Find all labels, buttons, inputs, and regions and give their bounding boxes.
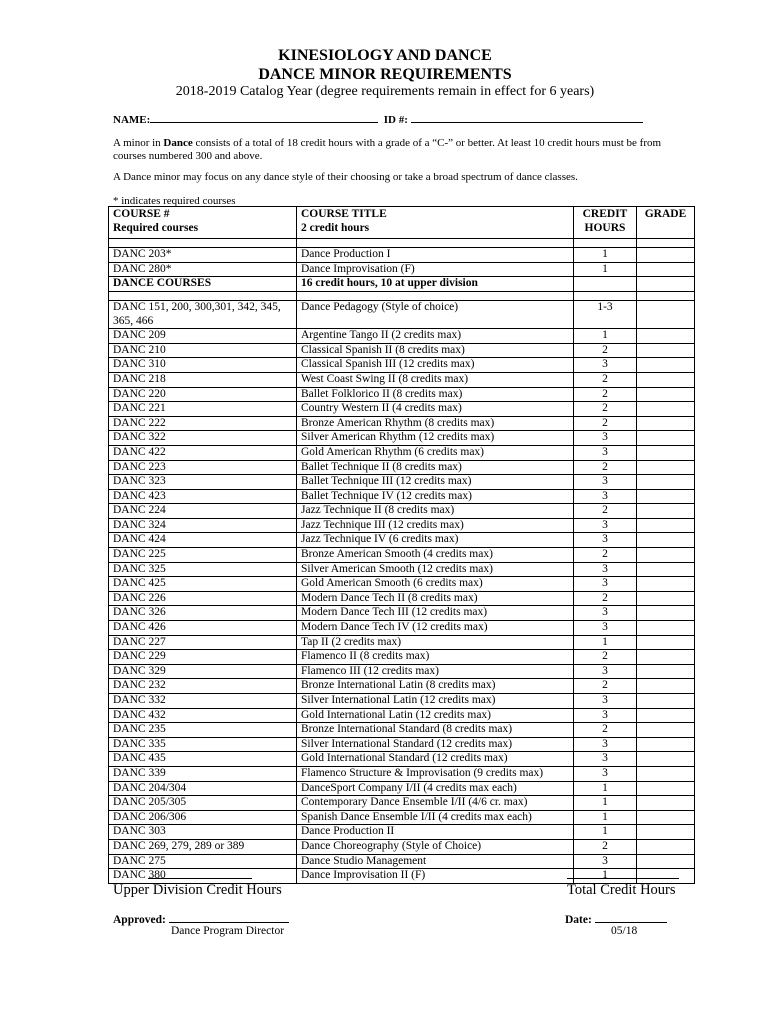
total-credit-blank[interactable] — [567, 878, 679, 879]
course-number: DANC 303 — [109, 825, 297, 840]
id-label: ID #: — [383, 114, 408, 126]
empty-cell — [637, 277, 695, 292]
table-row — [109, 329, 695, 344]
course-number: DANC 269, 279, 289 or 389 — [109, 839, 297, 854]
course-number: DANC 203* — [109, 248, 297, 263]
grade-cell[interactable] — [637, 387, 695, 402]
grade-cell[interactable] — [637, 475, 695, 490]
course-title: Classical Spanish III (12 credits max) — [297, 358, 574, 373]
course-number: DANC 435 — [109, 752, 297, 767]
credit-hours: 3 — [574, 766, 637, 781]
course-title: Ballet Technique III (12 credits max) — [297, 475, 574, 490]
date-label: Date: — [565, 914, 592, 926]
course-title: Dance Studio Management — [297, 854, 574, 869]
grade-cell[interactable] — [637, 796, 695, 811]
course-title: Dance Improvisation (F) — [297, 262, 574, 277]
table-row — [109, 650, 695, 665]
credit-hours: 3 — [574, 621, 637, 636]
course-number: DANC 339 — [109, 766, 297, 781]
spacer-cell — [297, 291, 574, 300]
course-title: Ballet Technique IV (12 credits max) — [297, 489, 574, 504]
spacer-cell — [637, 239, 695, 248]
grade-cell[interactable] — [637, 635, 695, 650]
course-title: Argentine Tango II (2 credits max) — [297, 329, 574, 344]
course-number: DANC 423 — [109, 489, 297, 504]
course-title: Dance Pedagogy (Style of choice) — [297, 300, 574, 328]
grade-header: GRADE — [637, 207, 695, 239]
credit-hours: 3 — [574, 737, 637, 752]
spacer-cell — [637, 291, 695, 300]
spacer-cell — [297, 239, 574, 248]
credit-hours: 3 — [574, 533, 637, 548]
dance-courses-row — [109, 277, 695, 292]
course-number: DANC 205/305 — [109, 796, 297, 811]
course-number: DANC 426 — [109, 621, 297, 636]
course-title: Silver American Smooth (12 credits max) — [297, 562, 574, 577]
credit-hours: 3 — [574, 854, 637, 869]
course-title: Gold International Standard (12 credits max) — [297, 752, 574, 767]
credit-hours: 2 — [574, 723, 637, 738]
course-number: DANC 206/306 — [109, 810, 297, 825]
table-row — [109, 854, 695, 869]
spacer-cell — [109, 239, 297, 248]
credit-hours: 3 — [574, 694, 637, 709]
name-field[interactable] — [150, 111, 378, 123]
grade-cell[interactable] — [637, 343, 695, 358]
upper-division-blank[interactable] — [148, 878, 252, 879]
total-credit-label: Total Credit Hours — [567, 882, 676, 898]
grade-cell[interactable] — [637, 262, 695, 277]
course-number: DANC 209 — [109, 329, 297, 344]
table-row — [109, 664, 695, 679]
course-title: Jazz Technique III (12 credits max) — [297, 518, 574, 533]
grade-cell[interactable] — [637, 606, 695, 621]
course-number: DANC 322 — [109, 431, 297, 446]
course-title: Dance Choreography (Style of Choice) — [297, 839, 574, 854]
course-number: DANC 235 — [109, 723, 297, 738]
credit-header: CREDIT HOURS — [574, 207, 637, 239]
credit-hours: 2 — [574, 650, 637, 665]
id-field[interactable] — [411, 111, 643, 123]
course-title: Classical Spanish II (8 credits max) — [297, 343, 574, 358]
course-title: Flamenco III (12 credits max) — [297, 664, 574, 679]
table-row — [109, 766, 695, 781]
credit-hours: 1 — [574, 825, 637, 840]
grade-cell[interactable] — [637, 416, 695, 431]
spacer-cell — [574, 291, 637, 300]
focus-paragraph: A Dance minor may focus on any dance style of their choosing or take a broad spectrum of dance classes. — [113, 171, 578, 183]
course-number: DANC 323 — [109, 475, 297, 490]
grade-cell[interactable] — [637, 489, 695, 504]
course-number: DANC 424 — [109, 533, 297, 548]
credit-hours: 3 — [574, 708, 637, 723]
course-number: DANC 204/304 — [109, 781, 297, 796]
table-header-row — [109, 207, 695, 239]
grade-cell[interactable] — [637, 825, 695, 840]
course-number: DANC 223 — [109, 460, 297, 475]
table-row — [109, 533, 695, 548]
credit-hours: 2 — [574, 460, 637, 475]
table-row — [109, 372, 695, 387]
table-row — [109, 621, 695, 636]
grade-cell[interactable] — [637, 402, 695, 417]
course-title: Dance Improvisation II (F) — [297, 869, 574, 884]
course-title: Flamenco Structure & Improvisation (9 credits max) — [297, 766, 574, 781]
course-title: Spanish Dance Ensemble I/II (4 credits max each) — [297, 810, 574, 825]
credit-hours: 3 — [574, 562, 637, 577]
course-number: DANC 151, 200, 300,301, 342, 345, 365, 466 — [109, 300, 297, 328]
grade-cell[interactable] — [637, 504, 695, 519]
course-header: COURSE # Required courses — [109, 207, 297, 239]
intro-paragraph: A minor in Dance consists of a total of 18 credit hours with a grade of a “C-” or better. At least 10 credit hours must be from courses numbered 300 and above. — [113, 137, 662, 162]
course-title: Bronze International Latin (8 credits max) — [297, 679, 574, 694]
course-title: Modern Dance Tech II (8 credits max) — [297, 591, 574, 606]
credit-hours: 2 — [574, 402, 637, 417]
grade-cell[interactable] — [637, 300, 695, 328]
grade-cell[interactable] — [637, 766, 695, 781]
course-number: DANC 324 — [109, 518, 297, 533]
spacer-row — [109, 291, 695, 300]
grade-cell[interactable] — [637, 839, 695, 854]
course-title: Flamenco II (8 credits max) — [297, 650, 574, 665]
date-line — [565, 911, 667, 926]
requirements-table — [108, 206, 695, 884]
grade-cell[interactable] — [637, 329, 695, 344]
course-number: DANC 325 — [109, 562, 297, 577]
approved-label: Approved: — [113, 914, 166, 926]
course-title: Contemporary Dance Ensemble I/II (4/6 cr. max) — [297, 796, 574, 811]
grade-cell[interactable] — [637, 372, 695, 387]
date-field[interactable] — [595, 911, 667, 923]
course-number: DANC 425 — [109, 577, 297, 592]
table-row — [109, 475, 695, 490]
course-number: DANC 221 — [109, 402, 297, 417]
credit-hours: 3 — [574, 475, 637, 490]
grade-cell[interactable] — [637, 548, 695, 563]
course-title: Silver International Latin (12 credits max) — [297, 694, 574, 709]
table-row — [109, 796, 695, 811]
grade-cell[interactable] — [637, 723, 695, 738]
course-number: DANC 432 — [109, 708, 297, 723]
course-title: Gold American Rhythm (6 credits max) — [297, 445, 574, 460]
credit-hours: 1-3 — [574, 300, 637, 328]
director-label: Dance Program Director — [171, 925, 285, 937]
grade-cell[interactable] — [637, 752, 695, 767]
course-title: Modern Dance Tech III (12 credits max) — [297, 606, 574, 621]
course-title: West Coast Swing II (8 credits max) — [297, 372, 574, 387]
credit-hours: 1 — [574, 635, 637, 650]
credit-hours: 1 — [574, 796, 637, 811]
credit-hours: 1 — [574, 869, 637, 884]
course-title: Dance Production II — [297, 825, 574, 840]
grade-cell[interactable] — [637, 650, 695, 665]
course-number: DANC 226 — [109, 591, 297, 606]
table-row — [109, 358, 695, 373]
credit-hours: 1 — [574, 248, 637, 263]
course-number: DANC 280* — [109, 262, 297, 277]
table-row — [109, 343, 695, 358]
course-number: DANC 222 — [109, 416, 297, 431]
grade-cell[interactable] — [637, 781, 695, 796]
grade-cell[interactable] — [637, 737, 695, 752]
credit-hours: 3 — [574, 606, 637, 621]
credit-hours: 2 — [574, 679, 637, 694]
course-title: Jazz Technique II (8 credits max) — [297, 504, 574, 519]
table-row — [109, 591, 695, 606]
spacer-cell — [574, 239, 637, 248]
credit-hours: 3 — [574, 358, 637, 373]
title-header: COURSE TITLE 2 credit hours — [297, 207, 574, 239]
grade-cell[interactable] — [637, 358, 695, 373]
credit-hours: 1 — [574, 810, 637, 825]
table-row — [109, 431, 695, 446]
credit-hours: 3 — [574, 664, 637, 679]
table-row — [109, 300, 695, 328]
credit-hours: 2 — [574, 372, 637, 387]
credit-hours: 1 — [574, 781, 637, 796]
page-subtitle-heading: DANCE MINOR REQUIREMENTS — [258, 66, 512, 83]
credit-hours: 3 — [574, 431, 637, 446]
grade-cell[interactable] — [637, 562, 695, 577]
course-number: DANC 232 — [109, 679, 297, 694]
table-row — [109, 416, 695, 431]
grade-cell[interactable] — [637, 854, 695, 869]
course-title: Bronze American Smooth (4 credits max) — [297, 548, 574, 563]
spacer-row — [109, 239, 695, 248]
grade-cell[interactable] — [637, 431, 695, 446]
page-title: KINESIOLOGY AND DANCE — [278, 47, 492, 64]
credit-hours: 3 — [574, 445, 637, 460]
course-title: Bronze International Standard (8 credits max) — [297, 723, 574, 738]
table-row — [109, 460, 695, 475]
table-row — [109, 402, 695, 417]
table-row — [109, 606, 695, 621]
course-title: Silver International Standard (12 credits max) — [297, 737, 574, 752]
course-number: DANC 275 — [109, 854, 297, 869]
course-title: Modern Dance Tech IV (12 credits max) — [297, 621, 574, 636]
course-number: DANC 220 — [109, 387, 297, 402]
table-row — [109, 694, 695, 709]
course-number: DANC 225 — [109, 548, 297, 563]
approved-line — [113, 911, 289, 926]
name-id-line — [113, 111, 643, 126]
table-row — [109, 262, 695, 277]
table-row — [109, 562, 695, 577]
course-number: DANC 224 — [109, 504, 297, 519]
table-row — [109, 518, 695, 533]
required-note: * indicates required courses — [113, 195, 236, 207]
table-row — [109, 810, 695, 825]
grade-cell[interactable] — [637, 577, 695, 592]
course-title: DanceSport Company I/II (4 credits max each) — [297, 781, 574, 796]
course-number: DANC 332 — [109, 694, 297, 709]
credit-hours: 3 — [574, 577, 637, 592]
course-number: DANC 229 — [109, 650, 297, 665]
table-row — [109, 445, 695, 460]
course-title: Country Western II (4 credits max) — [297, 402, 574, 417]
table-row — [109, 387, 695, 402]
table-row — [109, 679, 695, 694]
course-title: Gold International Latin (12 credits max) — [297, 708, 574, 723]
empty-cell — [574, 277, 637, 292]
grade-cell[interactable] — [637, 621, 695, 636]
grade-cell[interactable] — [637, 460, 695, 475]
credit-hours: 2 — [574, 387, 637, 402]
grade-cell[interactable] — [637, 810, 695, 825]
course-number: DANC 335 — [109, 737, 297, 752]
table-row — [109, 504, 695, 519]
credit-hours: 2 — [574, 839, 637, 854]
course-number: DANC 227 — [109, 635, 297, 650]
credit-hours: 2 — [574, 416, 637, 431]
credit-hours: 1 — [574, 329, 637, 344]
credit-hours: 2 — [574, 548, 637, 563]
course-title: Tap II (2 credits max) — [297, 635, 574, 650]
grade-cell[interactable] — [637, 518, 695, 533]
dance-courses-label: DANCE COURSES — [109, 277, 297, 292]
course-title: Silver American Rhythm (12 credits max) — [297, 431, 574, 446]
course-title: Gold American Smooth (6 credits max) — [297, 577, 574, 592]
course-number: DANC 329 — [109, 664, 297, 679]
spacer-cell — [109, 291, 297, 300]
table-row — [109, 489, 695, 504]
table-row — [109, 708, 695, 723]
course-title: Ballet Folklorico II (8 credits max) — [297, 387, 574, 402]
credit-hours: 1 — [574, 262, 637, 277]
grade-cell[interactable] — [637, 694, 695, 709]
credit-hours: 2 — [574, 504, 637, 519]
table-row — [109, 737, 695, 752]
grade-cell[interactable] — [637, 679, 695, 694]
course-title: Ballet Technique II (8 credits max) — [297, 460, 574, 475]
table-row — [109, 577, 695, 592]
table-row — [109, 635, 695, 650]
course-number: DANC 422 — [109, 445, 297, 460]
table-row — [109, 548, 695, 563]
course-number: DANC 326 — [109, 606, 297, 621]
credit-hours: 3 — [574, 752, 637, 767]
course-number: DANC 380 — [109, 869, 297, 884]
table-row — [109, 723, 695, 738]
grade-cell[interactable] — [637, 445, 695, 460]
grade-cell[interactable] — [637, 533, 695, 548]
course-number: DANC 210 — [109, 343, 297, 358]
credit-hours: 3 — [574, 489, 637, 504]
course-title: Bronze American Rhythm (8 credits max) — [297, 416, 574, 431]
dance-courses-note: 16 credit hours, 10 at upper division — [297, 277, 574, 292]
approved-signature-field[interactable] — [169, 911, 289, 923]
table-row — [109, 781, 695, 796]
table-row — [109, 248, 695, 263]
course-number: DANC 218 — [109, 372, 297, 387]
credit-hours: 2 — [574, 343, 637, 358]
course-title: Jazz Technique IV (6 credits max) — [297, 533, 574, 548]
catalog-year: 2018-2019 Catalog Year (degree requirements remain in effect for 6 years) — [175, 84, 595, 99]
upper-division-label: Upper Division Credit Hours — [113, 882, 282, 898]
course-number: DANC 310 — [109, 358, 297, 373]
table-row — [109, 839, 695, 854]
table-row — [109, 825, 695, 840]
credit-hours: 3 — [574, 518, 637, 533]
grade-cell[interactable] — [637, 591, 695, 606]
grade-cell[interactable] — [637, 708, 695, 723]
course-title: Dance Production I — [297, 248, 574, 263]
name-label: NAME: — [113, 114, 151, 126]
grade-cell[interactable] — [637, 664, 695, 679]
revision-date: 05/18 — [611, 925, 638, 937]
grade-cell[interactable] — [637, 248, 695, 263]
credit-hours: 2 — [574, 591, 637, 606]
table-row — [109, 752, 695, 767]
